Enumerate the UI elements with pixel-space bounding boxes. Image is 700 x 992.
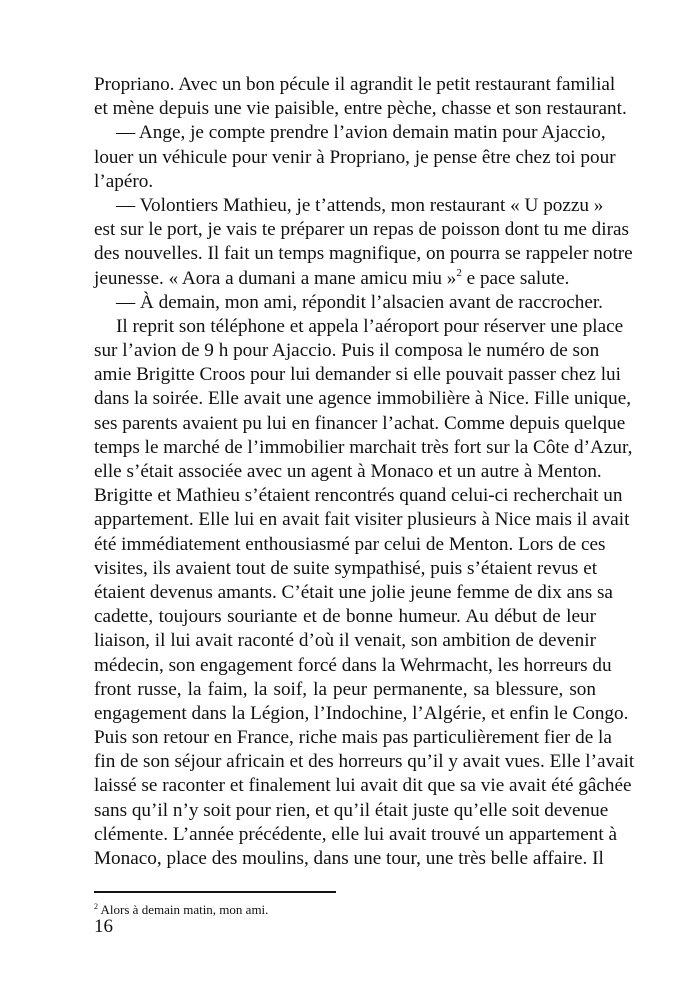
text-line: fin de son séjour africain et des horreurs qu’il y avait vues. Elle l’avait [94,751,635,773]
text-line: sur l’avion de 9 h pour Ajaccio. Puis il composa le numéro de son [94,340,600,362]
text-line: Brigitte et Mathieu s’étaient rencontrés quand celui-ci recherchait un [94,485,623,507]
text-line: l’apéro. [94,170,154,192]
text-segment: jeunesse. « Aora a dumani a mane amicu miu » [94,267,457,289]
text-segment: e pace salute. [461,267,570,289]
text-line: Il reprit son téléphone et appela l’aéroport pour réserver une place [116,315,624,337]
text-line: dans la soirée. Elle avait une agence immobilière à Nice. Fille unique, [94,388,632,410]
text-line: Propriano. Avec un bon pécule il agrandit le petit restaurant familial [94,74,616,95]
text-line: Puis son retour en France, riche mais pas particulièrement fier de la [94,727,612,749]
text-line: étaient devenus amants. C’était une jolie jeune femme de dix ans sa [94,581,613,603]
text-line [94,267,596,291]
text-line: laissé se raconter et finalement lui avait dit que sa vie avait été gâchée [94,775,632,797]
text-line: médecin, son engagement forcé dans la Wehrmacht, les horreurs du [94,654,612,676]
text-line: liaison, il lui avait raconté d’où il venait, son ambition de devenir [94,630,596,652]
text-line: clémente. L’année précédente, elle lui avait trouvé un appartement à [94,823,617,845]
text-line: amie Brigitte Croos pour lui demander si elle pouvait passer chez lui [94,364,621,386]
text-line: cadette, toujours souriante et de bonne humeur. Au début de leur [94,606,596,628]
footnote-reference[interactable]: 2 [456,266,462,279]
text-line: — Ange, je compte prendre l’avion demain matin pour Ajaccio, [116,122,606,144]
text-line: appartement. Elle lui en avait fait visiter plusieurs à Nice mais il avait [94,509,630,531]
text-line: visites, ils avaient tout de suite sympathisé, puis s’étaient revus et [94,557,598,579]
text-line: — Volontiers Mathieu, je t’attends, mon restaurant « U pozzu » [116,194,604,216]
text-line: sans qu’il n’y soit pour rien, et qu’il était juste qu’elle soit devenue [94,799,609,821]
text-line: elle s’était associée avec un agent à Monaco et un autre à Menton. [94,461,602,482]
page-number: 16 [94,916,113,937]
body-text [94,73,635,871]
text-line: — À demain, mon ami, répondit l’alsacien avant de raccrocher. [116,291,603,313]
text-line: été immédiatement enthousiasmé par celui de Menton. Lors de ces [94,533,606,555]
text-line: Monaco, place des moulins, dans une tour, une très belle affaire. Il [94,848,604,869]
text-line: front russe, la faim, la soif, la peur permanente, sa blessure, son [94,678,596,700]
text-line: ses parents avaient pu lui en financer l’achat. Comme depuis quelque [94,412,626,434]
text-line: engagement dans la Légion, l’Indochine, l’Algérie, et enfin le Congo. [94,702,629,724]
footnote-mark: 2 [94,902,98,911]
text-line: des nouvelles. Il fait un temps magnifique, on pourra se rappeler notre [94,243,633,265]
footnote-divider [94,891,336,893]
text-line: temps le marché de l’immobilier marchait très fort sur la Côte d’Azur, [94,436,633,458]
text-line: est sur le port, je vais te préparer un repas de poisson dont tu me diras [94,219,629,241]
text-line: louer un véhicule pour venir à Propriano, je pense être chez toi pour [94,146,616,168]
footnote [94,902,268,918]
footnote-text: Alors à demain matin, mon ami. [98,902,269,917]
text-line: et mène depuis une vie paisible, entre pèche, chasse et son restaurant. [94,98,627,120]
